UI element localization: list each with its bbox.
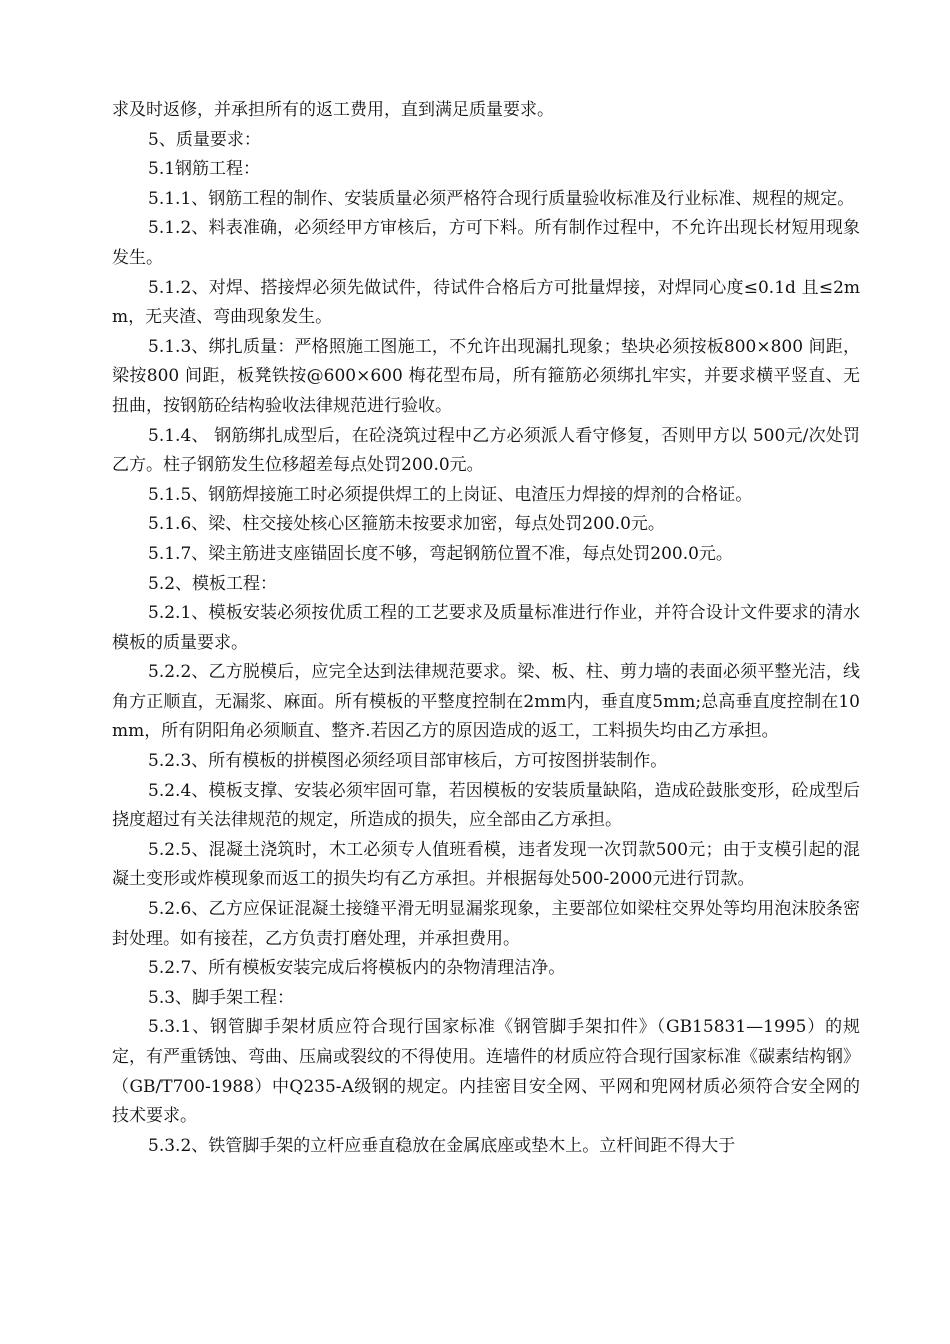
clause-5-1-2-b: 5.1.2、对焊、搭接焊必须先做试件，待试件合格后方可批量焊接，对焊同心度≤0.1d 且≤2mm，无夹渣、弯曲现象发生。: [112, 277, 860, 328]
clause-5-1-6: 5.1.6、梁、柱交接处核心区箍筋未按要求加密，每点处罚200.0元。: [148, 514, 665, 535]
clause-5-1-2-a: 5.1.2、料表准确，必须经甲方审核后，方可下料。所有制作过程中，不允许出现长材短用现象发生。: [112, 218, 860, 268]
heading-scaffolding: 5.3、脚手架工程：: [148, 987, 295, 1008]
clause-5-1-5: 5.1.5、钢筋焊接施工时必须提供焊工的上岗证、电渣压力焊接的焊剂的合格证。: [148, 484, 753, 505]
clause-5-1-3: 5.1.3、绑扎质量：严格照施工图施工，不允许出现漏扎现象；垫块必须按板800×800 间距，梁按800 间距，板凳铁按@600×600 梅花型布局，所有箍筋必须绑扎牢实，并要求横平竖直、无扭曲，按钢筋砼结构验收法律规范进行验收。: [112, 336, 860, 416]
clause-5-2-5: 5.2.5、混凝土浇筑时，木工必须专人值班看模，违者发现一次罚款500元；由于支模引起的混凝土变形或炸模现象而返工的损失均有乙方承担。并根据每处500-2000元进行罚款。: [112, 839, 860, 890]
paragraph-continuation: 求及时返修，并承担所有的返工费用，直到满足质量要求。: [112, 100, 554, 120]
heading-rebar-works: 5.1钢筋工程：: [148, 159, 261, 180]
clause-5-2-1: 5.2.1、模板安装必须按优质工程的工艺要求及质量标准进行作业，并符合设计文件要求的清水模板的质量要求。: [112, 603, 860, 653]
clause-5-2-4: 5.2.4、模板支撑、安装必须牢固可靠，若因模板的安装质量缺陷，造成砼鼓胀变形，砼成型后挠度超过有关法律规范的规定，所造成的损失，应全部由乙方承担。: [112, 780, 860, 831]
clause-5-3-1: 5.3.1、钢管脚手架材质应符合现行国家标准《钢管脚手架扣件》（GB15831—1995）的规定，有严重锈蚀、弯曲、压扁或裂纹的不得使用。连墙件的材质应符合现行国家标准《碳素结构钢》（GB/T700-1988）中Q235-A级钢的规定。内挂密目安全网、平网和兜网材质必须符合安全网的技术要求。: [112, 1017, 860, 1127]
clause-5-1-1: 5.1.1、钢筋工程的制作、安装质量必须严格符合现行质量验收标准及行业标准、规程的规定。: [148, 188, 855, 209]
clause-5-2-2: 5.2.2、乙方脱模后，应完全达到法律规范要求。梁、板、柱、剪力墙的表面必须平整光洁，线角方正顺直，无漏浆、麻面。所有模板的平整度控制在2mm内，垂直度5mm;总高垂直度控制在10mm，所有阴阳角必须顺直、整齐.若因乙方的原因造成的返工，工料损失均由乙方承担。: [112, 662, 860, 742]
heading-quality-requirements: 5、质量要求：: [148, 129, 261, 150]
clause-5-2-6: 5.2.6、乙方应保证混凝土接缝平滑无明显漏浆现象，主要部位如梁柱交界处等均用泡沫胶条密封处理。如有接茬，乙方负责打磨处理，并承担费用。: [112, 899, 860, 949]
heading-formwork: 5.2、模板工程：: [148, 573, 278, 594]
clause-5-2-7: 5.2.7、所有模板安装完成后将模板内的杂物清理洁净。: [148, 958, 566, 979]
clause-5-3-2: 5.3.2、铁管脚手架的立杆应垂直稳放在金属底座或垫木上。立杆间距不得大于: [148, 1135, 736, 1156]
document-body: [112, 96, 860, 1161]
clause-5-1-7: 5.1.7、梁主筋进支座锚固长度不够，弯起钢筋位置不准，每点处罚200.0元。: [148, 543, 733, 564]
clause-5-1-4: 5.1.4、 钢筋绑扎成型后，在砼浇筑过程中乙方必须派人看守修复，否则甲方以 500元/次处罚乙方。柱子钢筋发生位移超差每点处罚200.0元。: [112, 425, 860, 476]
clause-5-2-3: 5.2.3、所有模板的拼模图必须经项目部审核后，方可按图拼装制作。: [148, 751, 668, 772]
